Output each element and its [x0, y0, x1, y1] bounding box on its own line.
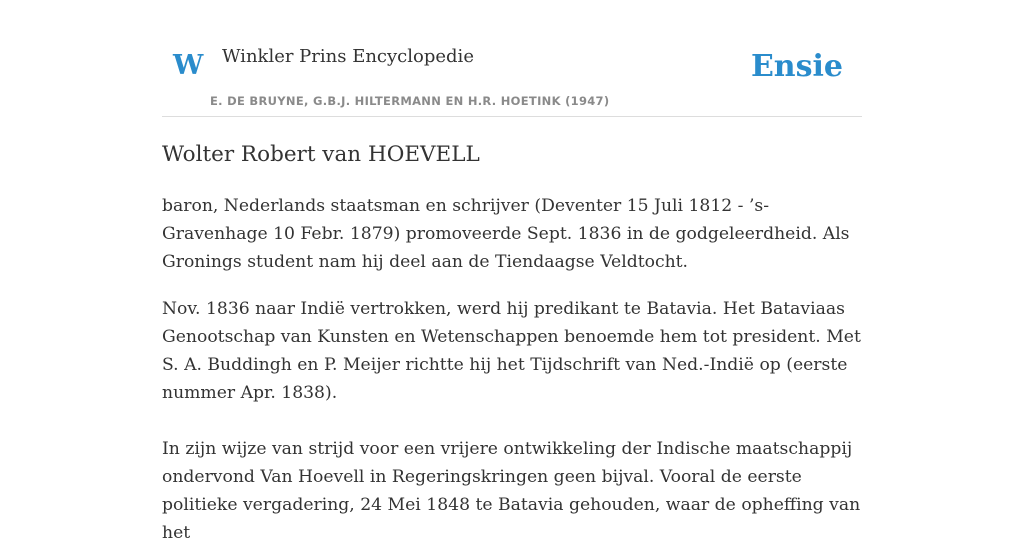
ensie-logo[interactable]: Ensie — [750, 49, 843, 84]
site-header — [162, 0, 862, 117]
article-paragraph: In zijn wijze van strijd voor een vrijere ontwikkeling der Indische maatschappij ondervond Van Hoevell in Regeringskringen geen bijval. Vooral de eerste politieke vergadering, 24 Mei 1848 te Batavia gehouden, waar de opheffing van het — [162, 439, 861, 543]
article — [162, 137, 864, 547]
publication-title[interactable]: Winkler Prins Encyclopedie — [222, 46, 474, 67]
article-title: Wolter Robert van HOEVELL — [162, 142, 480, 167]
publication-authors: E. DE BRUYNE, G.B.J. HILTERMANN EN H.R. HOETINK (1947) — [210, 94, 610, 108]
article-paragraph: baron, Nederlands staatsman en schrijver (Deventer 15 Juli 1812 - ’s-Gravenhage 10 Febr. 1879) promoveerde Sept. 1836 in de godgeleerdheid. Als Gronings student nam hij deel aan de Tiendaagse Veldtocht. — [162, 196, 850, 272]
article-paragraph: Nov. 1836 naar Indië vertrokken, werd hij predikant te Batavia. Het Bataviaas Genootschap van Kunsten en Wetenschappen benoemde hem tot president. Met S. A. Buddingh en P. Meijer richtte hij het Tijdschrift van Ned.-Indië op (eerste nummer Apr. 1838). — [162, 299, 861, 403]
winkler-prins-logo[interactable]: W — [173, 50, 204, 81]
